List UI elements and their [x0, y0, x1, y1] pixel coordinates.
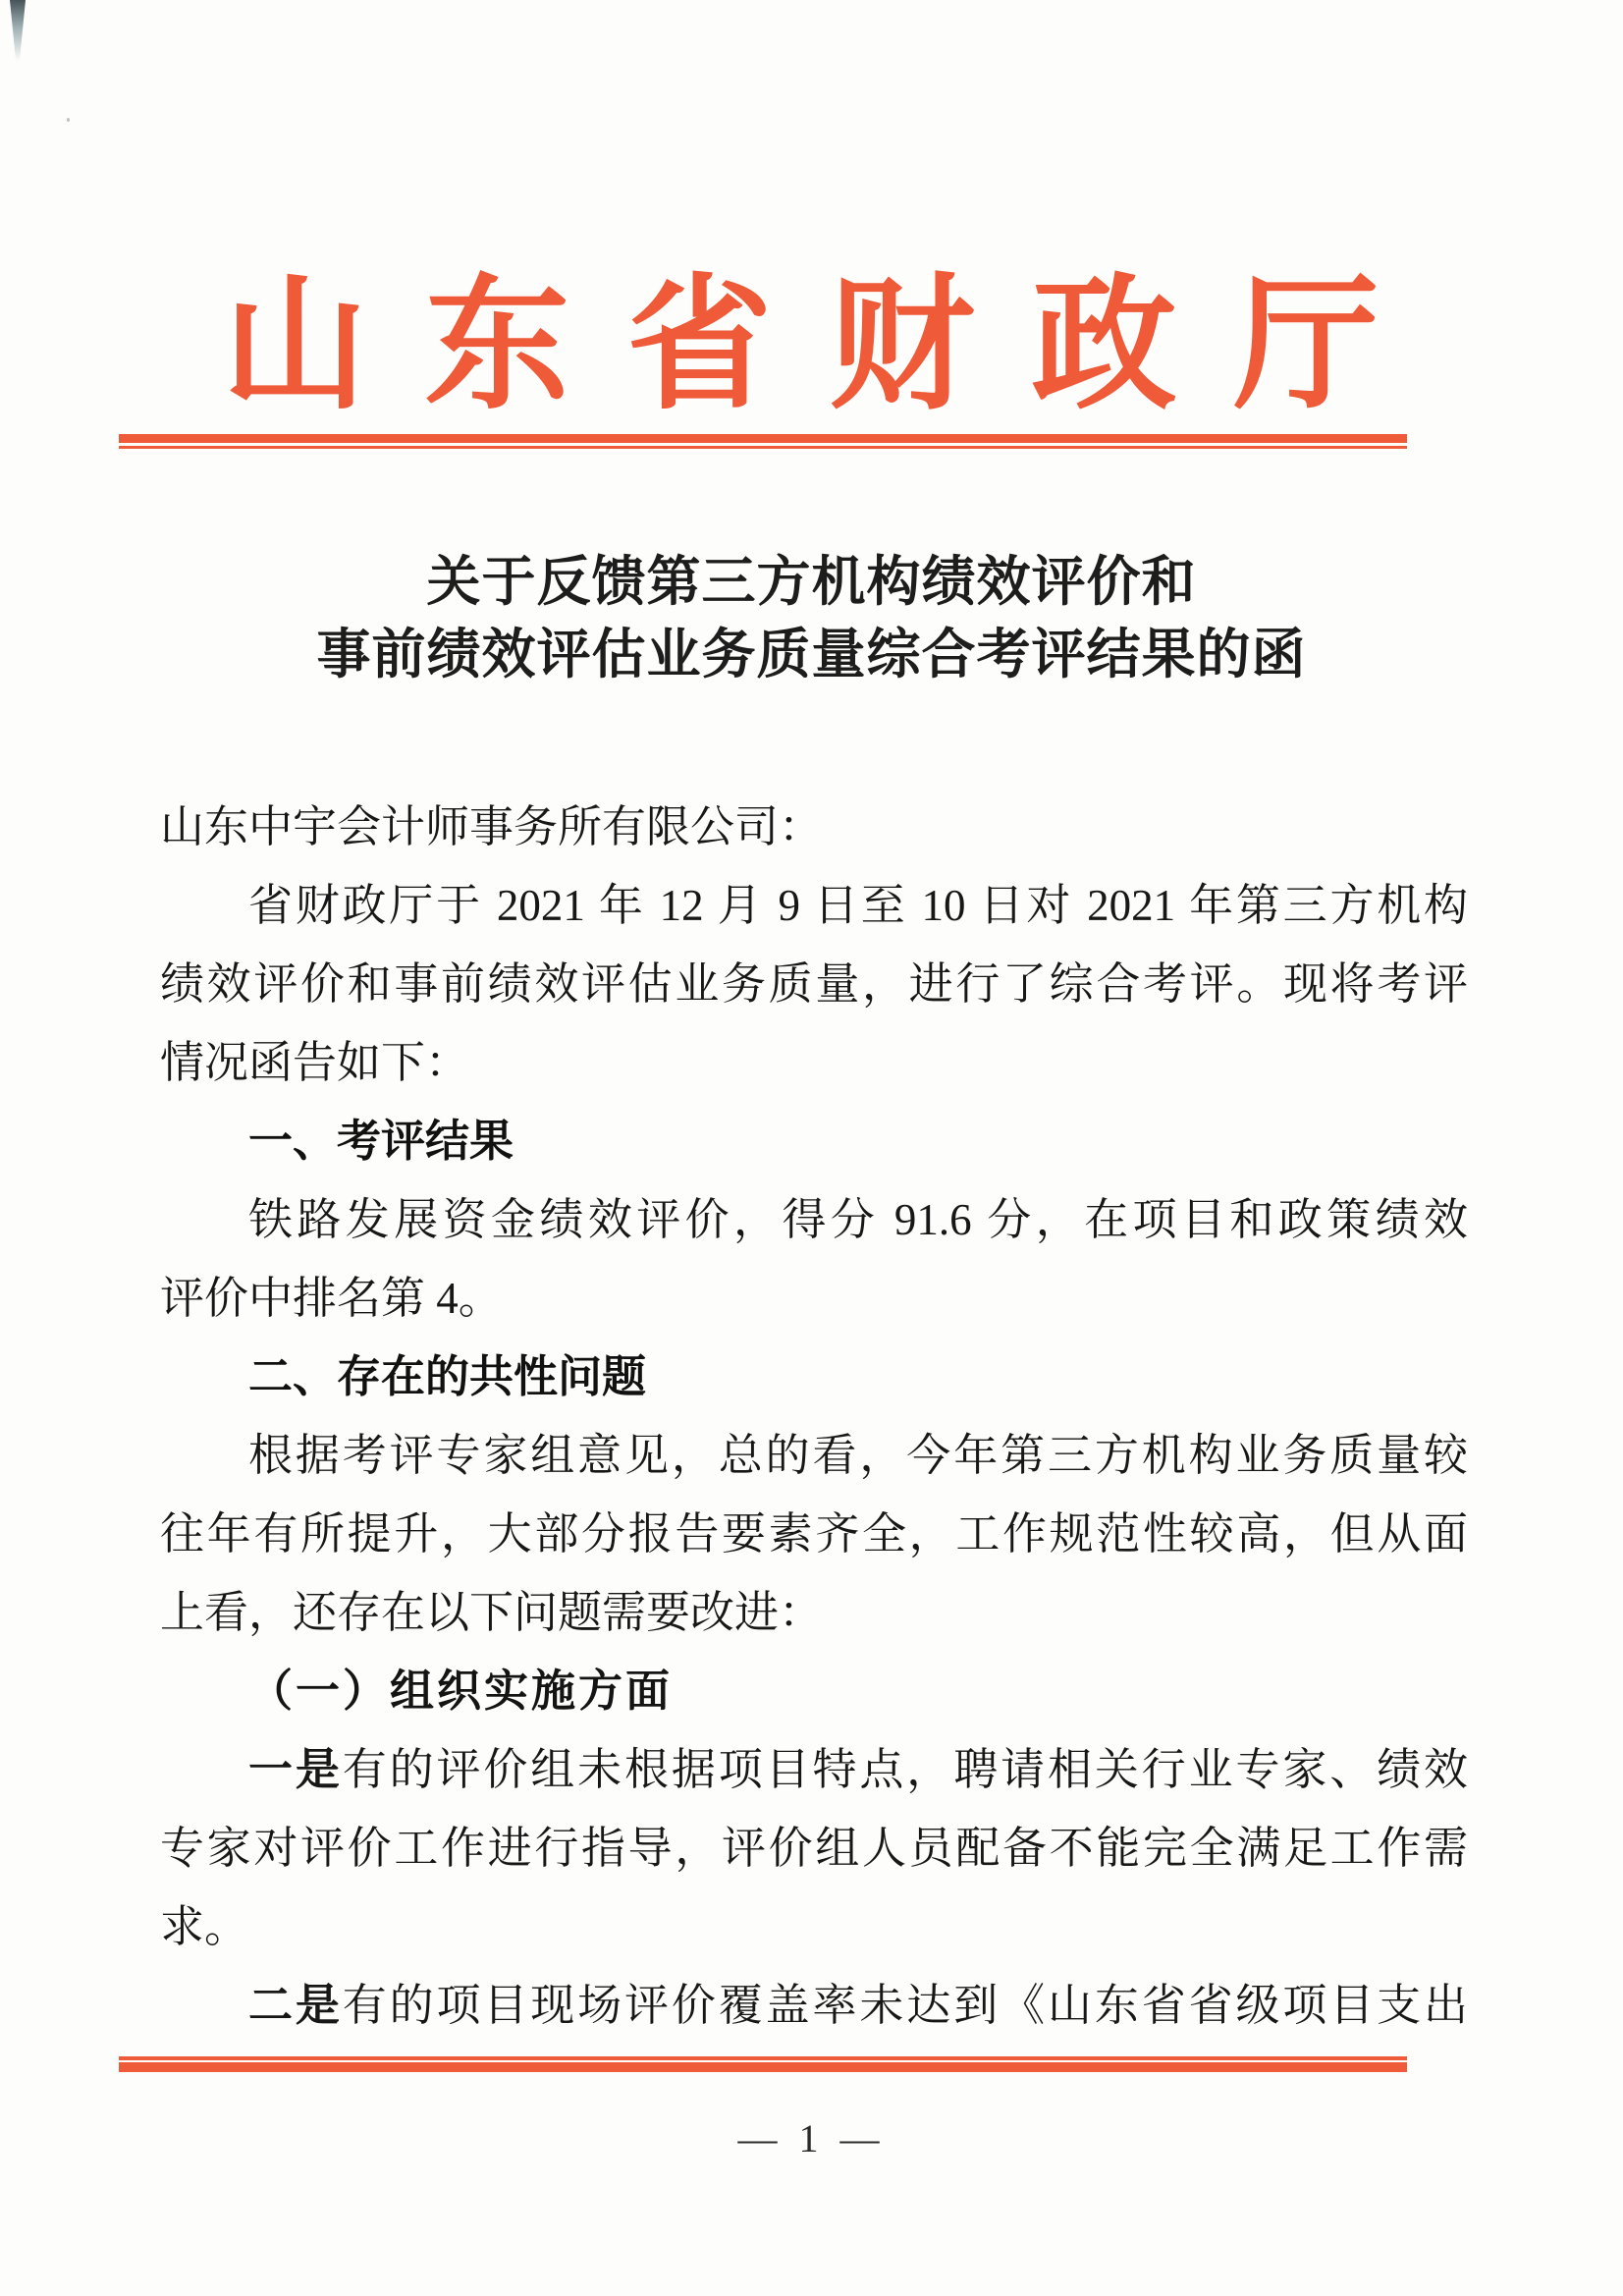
- letterhead-agency-title: 山东省财政厅: [222, 266, 1436, 427]
- body-line: 往年有所提升，大部分报告要素齐全，工作规范性较高，但从面: [160, 1509, 1468, 1558]
- document-title: [0, 546, 1623, 691]
- line-text: 有的评价组未根据项目特点，聘请相关行业专家、绩效: [342, 1745, 1468, 1794]
- line-text: 有的项目现场评价覆盖率未达到《山东省省级项目支出: [342, 1981, 1468, 2030]
- footer-divider-line: [119, 2056, 1407, 2072]
- subsection-heading-1: （一）组织实施方面: [248, 1667, 674, 1716]
- divider-thick-rule: [119, 434, 1407, 443]
- scan-artifact-speck: [67, 118, 70, 122]
- scan-artifact-wedge: [10, 0, 26, 61]
- divider-thin-rule: [119, 446, 1407, 449]
- body-line: 铁路发展资金绩效评价，得分 91.6 分，在项目和政策绩效: [248, 1195, 1468, 1244]
- body-line-addressee: 山东中宇会计师事务所有限公司：: [160, 802, 824, 851]
- document-body: [160, 788, 1468, 2045]
- body-line: [160, 1730, 1468, 1809]
- lead-in-emphasis: 一是: [248, 1745, 343, 1794]
- body-line: 求。: [160, 1902, 249, 1951]
- letterhead-divider-line: [119, 434, 1407, 449]
- divider-thick-rule: [119, 2062, 1407, 2072]
- document-title-line-2: 事前绩效评估业务质量综合考评结果的函: [316, 625, 1307, 684]
- body-line: [160, 1966, 1468, 2045]
- document-title-line-1: 关于反馈第三方机构绩效评价和: [426, 552, 1197, 612]
- body-line: 评价中排名第 4。: [160, 1274, 503, 1323]
- section-heading-2: 二、存在的共性问题: [248, 1351, 647, 1401]
- section-heading-1: 一、考评结果: [248, 1116, 514, 1166]
- body-line: 专家对评价工作进行指导，评价组人员配备不能完全满足工作需: [160, 1824, 1468, 1873]
- body-line: 情况函告如下：: [160, 1038, 470, 1087]
- body-line: 上看，还存在以下问题需要改进：: [160, 1588, 824, 1637]
- lead-in-emphasis: 二是: [248, 1981, 343, 2030]
- body-line: 省财政厅于 2021 年 12 月 9 日至 10 日对 2021 年第三方机构: [248, 881, 1468, 930]
- body-line: 根据考评专家组意见，总的看，今年第三方机构业务质量较: [248, 1431, 1468, 1480]
- page-number: — 1 —: [737, 2116, 886, 2160]
- body-line: 绩效评价和事前绩效评估业务质量，进行了综合考评。现将考评: [160, 959, 1468, 1009]
